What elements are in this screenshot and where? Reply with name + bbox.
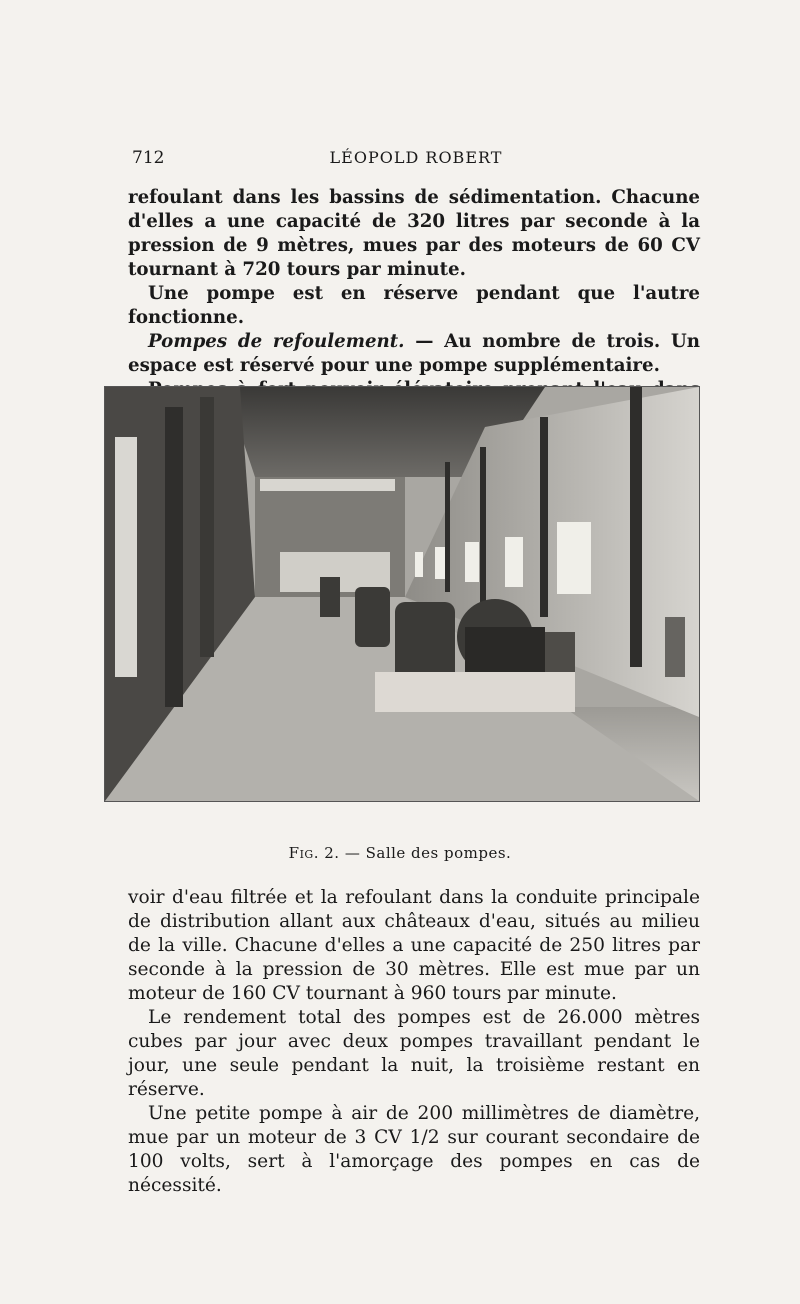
bottom-text-block <box>128 886 700 1198</box>
page-header <box>132 148 700 172</box>
paragraph-distribution: voir d'eau filtrée et la refoulant dans la conduite principale de distribution allant aux châteaux d'eau, situés au milieu de la ville. Chacune d'elles a une capacité de 250 litres par seconde à la pression de 30 mètres. Elle est mue par un moteur de 160 CV tournant à 960 tours par minute. <box>128 887 700 1004</box>
paragraph-reserve: Une pompe est en réserve pendant que l'autre fonctionne. <box>128 283 700 328</box>
paragraph-rendement: Le rendement total des pompes est de 26.000 mètres cubes par jour avec deux pompes travaillant pendant le jour, une seule pendant la nuit, la troisième restant en réserve. <box>128 1007 700 1100</box>
figure-caption <box>0 844 800 862</box>
figure-caption-text: — Salle des pompes. <box>339 844 512 862</box>
figure-label: Fig. 2. <box>288 844 340 862</box>
figure-pump-hall-photo <box>104 386 700 802</box>
paragraph-continuation: refoulant dans les bassins de sédimentation. Chacune d'elles a une capacité de 320 litres par seconde à la pression de 9 mètres, mues par des moteurs de 60 CV tournant à 720 tours par minute. <box>128 187 700 280</box>
running-title: LÉOPOLD ROBERT <box>329 148 503 167</box>
pump-hall-illustration <box>105 387 699 801</box>
paragraph-refoulement <box>128 330 700 378</box>
section-lead-in: Pompes de refoulement. <box>148 331 405 352</box>
page-number: 712 <box>132 148 165 168</box>
paragraph-refoulement-body: — Au nombre de trois. Un espace est réservé pour une pompe supplémentaire. <box>128 331 700 376</box>
paragraph-pompe-air: Une petite pompe à air de 200 millimètres de diamètre, mue par un moteur de 3 CV 1/2 sur courant secondaire de 100 volts, sert à l'amorçage des pompes en cas de nécessité. <box>128 1103 700 1196</box>
